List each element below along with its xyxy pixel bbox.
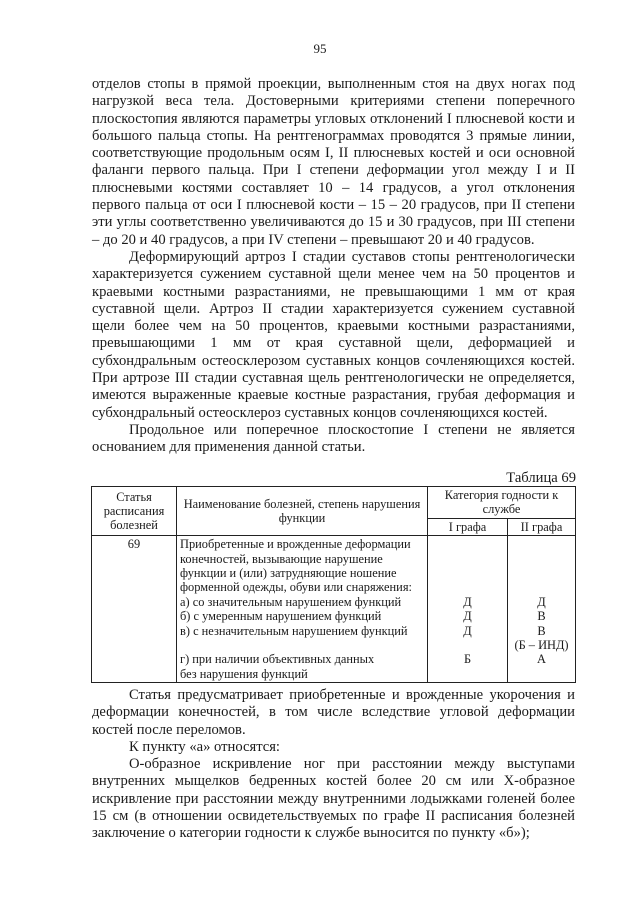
- item-d-label: без нарушения функций: [180, 666, 308, 681]
- intro-line: форменной одежды, обуви или снаряжения:: [180, 580, 412, 595]
- item-b-label: б) с умеренным нарушением функций: [180, 609, 382, 624]
- paragraph-arthrosis: Деформирующий артроз I стадии суставов стопы рентгенологически характеризуется сужением суставной щели менее чем на 50 процентов и краевыми костными разрастаниями, не превышающими 1 мм от края суставной щели. Артроз II стадии характеризуется сужением суставной щели более чем на 50 процентов, краевыми костными разрастаниями, превышающими 1 мм от края суставной щели, деформацией и субхондральным остеосклерозом суставных концов сочленяющихся костей. При артрозе III стадии суставная щель рентгенологически не определяется, имеются выраженные краевые костные разрастания, грубая деформация и субхондральный остеосклероз суставных концов сочленяющихся костей.: [92, 248, 575, 421]
- item-b-grade-2: В: [537, 609, 546, 624]
- paragraph-article-scope: Статья предусматривает приобретенные и врожденные укорочения и деформации конечностей, в том числе вследствие угловой деформации костей после переломов.: [92, 687, 575, 738]
- header-column-2: II графа: [508, 518, 576, 535]
- item-a-label: а) со значительным нарушением функций: [180, 594, 402, 609]
- header-column-1: I графа: [428, 518, 508, 535]
- paragraph-flatfoot-note: Продольное или поперечное плоскостопие I степени не является основанием для применения данной статьи.: [92, 421, 575, 456]
- grade-column-1: [428, 536, 508, 683]
- item-d-label: г) при наличии объективных данных: [180, 652, 375, 667]
- closing-text: [92, 687, 575, 843]
- item-b-grade-1: Д: [463, 609, 472, 624]
- header-diseases: Наименование болезней, степень нарушения функции: [177, 487, 428, 536]
- header-article: Статья расписания болезней: [92, 487, 177, 536]
- intro-line: конечностей, вызывающие нарушение: [180, 551, 383, 566]
- paragraph-continuation: отделов стопы в прямой проекции, выполненным стоя на двух ногах под нагрузкой веса тела. Достоверными критериями степени поперечного плоскостопия являются параметры угловых отклонений I плюсневой кости и большого пальца стопы. На рентгенограммах проводятся 3 прямые линии, соответствующие продольным осям I, II плюсневых костей и оси основной фаланги первого пальца. При I степени деформации угол между I и II плюсневыми костями составляет 10 – 14 градусов, а угол отклонения первого пальца от оси I плюсневой кости – 15 – 20 градусов, при II степени эти углы соответственно увеличиваются до 15 и 30 градусов, при III степени – до 20 и 40 градусов, а при IV степени – превышают 20 и 40 градусов.: [92, 76, 575, 248]
- paragraph-item-a-detail: О-образное искривление ног при расстоянии между выступами внутренних мыщелков бедренных костей более 20 см или Х-образное искривление при расстоянии между внутренними лодыжками голеней более 15 см (в отношении освидетельствуемых по графе II расписания болезней заключение о категории годности к службе выносится по пункту «б»);: [92, 756, 575, 842]
- item-d-grade-1: Б: [463, 652, 472, 667]
- table-row: [92, 536, 576, 683]
- article-number: 69: [92, 536, 177, 683]
- diseases-cell: [177, 536, 428, 683]
- item-a-grade-1: Д: [463, 594, 472, 609]
- table-caption: Таблица 69: [506, 470, 576, 486]
- item-c-grade-1: Д: [463, 623, 472, 638]
- grade-column-2: [508, 536, 576, 683]
- intro-line: Приобретенные и врожденные деформации: [180, 537, 411, 552]
- intro-line: функции и (или) затрудняющие ношение: [180, 566, 397, 580]
- paragraph-item-a-heading: К пункту «а» относятся:: [129, 738, 280, 755]
- item-c-grade-2-extra: (Б – ИНД): [514, 637, 569, 652]
- item-c-grade-2: В: [537, 623, 546, 638]
- item-a-grade-2: Д: [537, 594, 546, 609]
- page-number: 95: [313, 41, 327, 56]
- intro-text: [92, 76, 575, 457]
- item-c-label: в) с незначительным нарушением функций: [180, 623, 408, 638]
- header-category: Категория годности к службе: [428, 487, 576, 519]
- table-69: [91, 486, 576, 683]
- item-d-grade-2: А: [537, 652, 546, 667]
